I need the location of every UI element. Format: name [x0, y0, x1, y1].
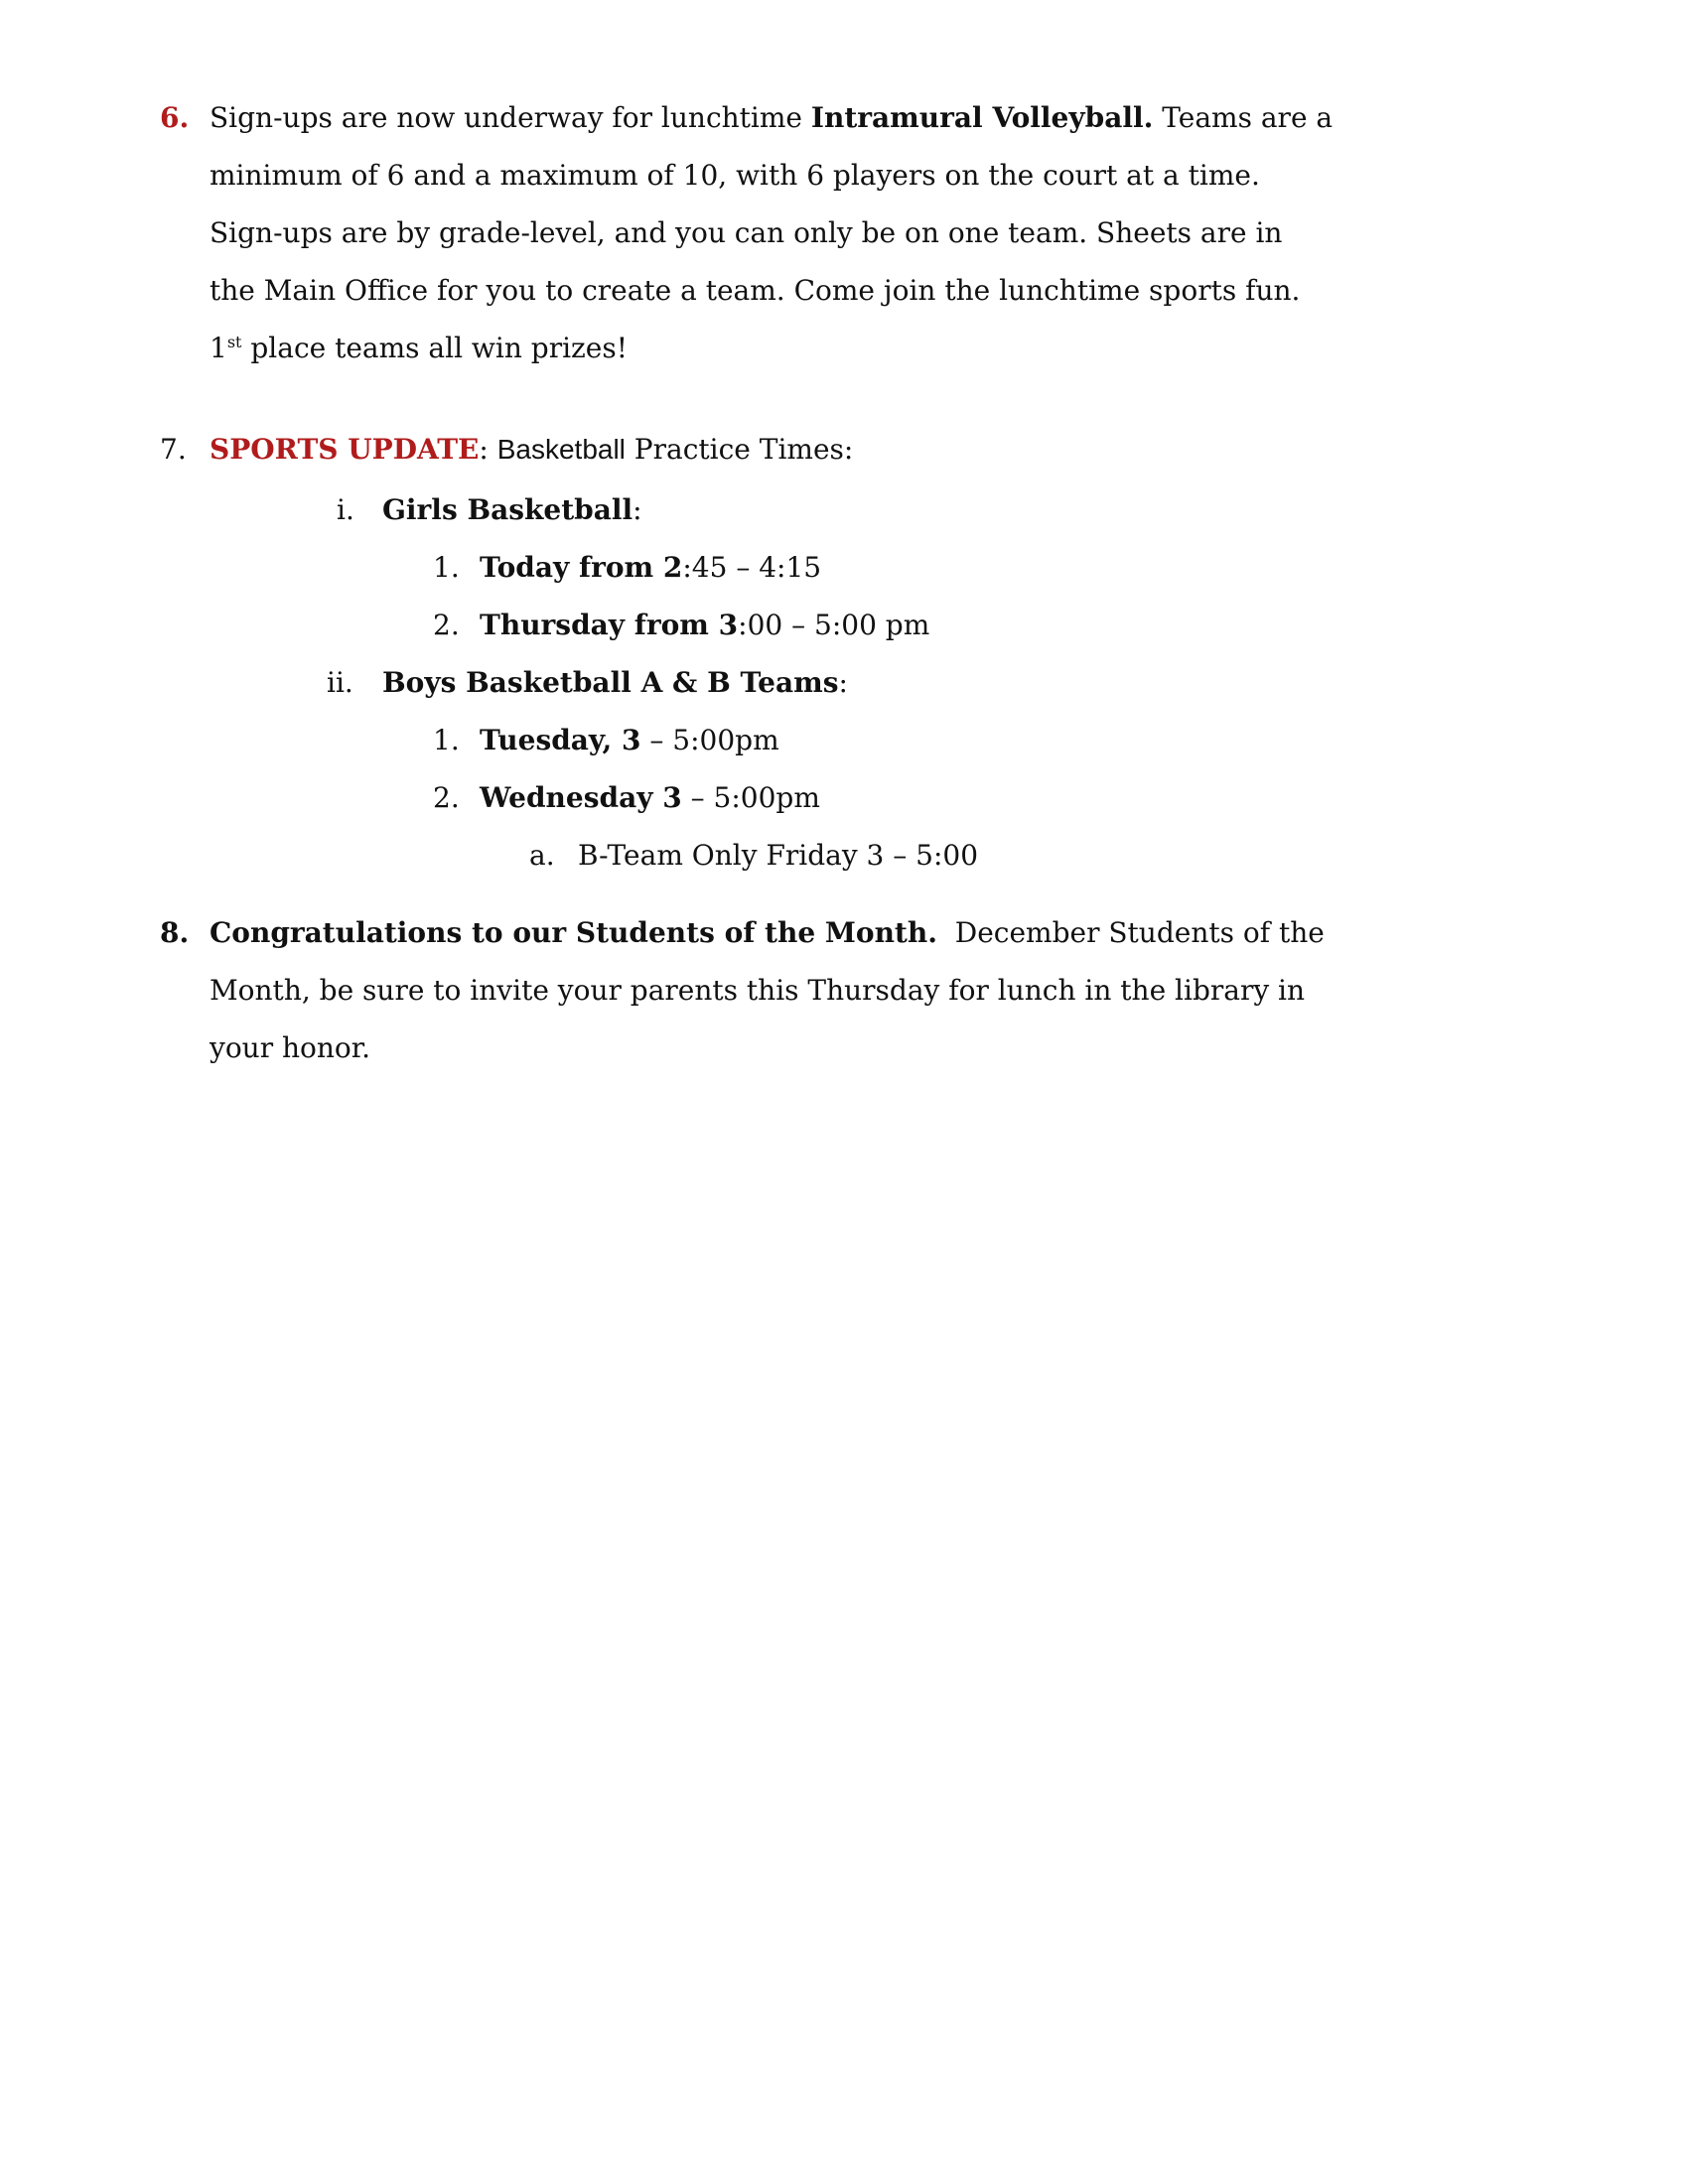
- students-of-month-title: Congratulations to our Students of the Month.: [210, 916, 937, 949]
- list-item: [480, 724, 779, 757]
- text: Teams are a: [1153, 101, 1334, 134]
- item-6-number: 6.: [160, 101, 190, 134]
- text: place teams all win prizes!: [241, 332, 628, 364]
- item-6-line-3: Sign-ups are by grade-level, and you can only be on one team. Sheets are in: [210, 216, 1283, 249]
- list-marker: 1.: [433, 551, 460, 584]
- text: Today from 2: [480, 551, 683, 584]
- item-6-line-5: [210, 332, 628, 365]
- list-item: [480, 609, 929, 642]
- text: :: [479, 433, 497, 466]
- text: 1: [210, 332, 227, 364]
- text: :45 – 4:15: [682, 551, 822, 584]
- list-marker: 2.: [433, 609, 460, 641]
- girls-marker: i.: [337, 493, 354, 526]
- item-8-number: 8.: [160, 916, 190, 949]
- superscript: st: [226, 333, 242, 351]
- item-6-line-1: [210, 101, 1333, 135]
- text: :: [838, 666, 848, 699]
- boys-basketball-heading: [382, 666, 848, 700]
- text: Basketball: [496, 434, 626, 465]
- item-6-line-4: the Main Office for you to create a team. Come join the lunchtime sports fun.: [210, 274, 1301, 307]
- list-item: B-Team Only Friday 3 – 5:00: [578, 839, 979, 872]
- girls-basketball-heading: [382, 493, 642, 527]
- text: :: [633, 493, 642, 526]
- list-marker: a.: [529, 839, 555, 872]
- text: Boys Basketball A & B Teams: [382, 666, 839, 699]
- item-8-line-3: your honor.: [210, 1031, 370, 1064]
- list-item: [480, 551, 821, 585]
- item-6-line-2: minimum of 6 and a maximum of 10, with 6 players on the court at a time.: [210, 159, 1260, 192]
- text: December Students of the: [936, 916, 1325, 949]
- text: Sign-ups are now underway for lunchtime: [210, 101, 811, 134]
- item-8-line-2: Month, be sure to invite your parents this Thursday for lunch in the library in: [210, 974, 1306, 1007]
- list-marker: 2.: [433, 781, 460, 814]
- text: Wednesday 3: [480, 781, 682, 814]
- text: Thursday from 3: [480, 609, 739, 641]
- text: Girls Basketball: [382, 493, 633, 526]
- volleyball-title: Intramural Volleyball.: [810, 101, 1154, 134]
- sports-update-heading: SPORTS UPDATE: [210, 433, 480, 466]
- item-7-heading-line: [210, 433, 853, 467]
- item-8-line-1: [210, 916, 1325, 950]
- list-item: [480, 781, 820, 815]
- text: :00 – 5:00 pm: [738, 609, 930, 641]
- text: – 5:00pm: [640, 724, 779, 756]
- boys-marker: ii.: [327, 666, 353, 699]
- text: – 5:00pm: [681, 781, 820, 814]
- list-marker: 1.: [433, 724, 460, 756]
- text: Practice Times:: [625, 433, 854, 466]
- item-7-number: 7.: [160, 433, 187, 466]
- text: Tuesday, 3: [480, 724, 641, 756]
